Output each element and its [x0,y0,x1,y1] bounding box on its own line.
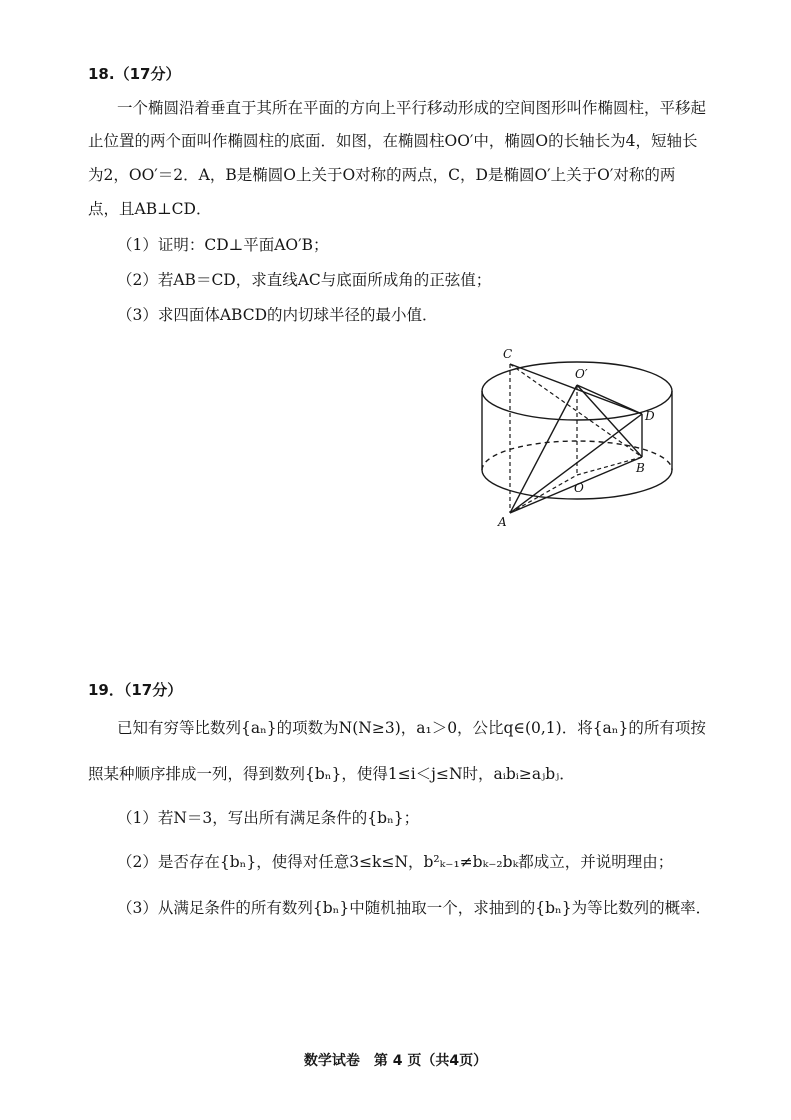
problem-18-part-2: （2）若AB＝CD，求直线AC与底面所成角的正弦值； [117,271,492,289]
problem-18-part-1: （1）证明：CD⊥平面AO′B； [117,236,329,254]
edge-AD [510,414,642,513]
problem-18-part-3: （3）求四面体ABCD的内切球半径的最小值． [117,306,438,324]
problem-18-body-line-4: 点，且AB⊥CD． [88,200,212,218]
dashed-OB [577,457,642,475]
problem-19-body-line-2: 照某种顺序排成一列，得到数列{bₙ}，使得1≤i＜j≤N时，aᵢbᵢ≥aⱼbⱼ． [88,765,575,783]
label-B: B [636,461,645,475]
problem-19-header: 19．（17分） [88,681,183,699]
label-O: O [574,481,584,495]
label-D: D [645,409,655,423]
problem-19-part-3: （3）从满足条件的所有数列{bₙ}中随机抽取一个，求抽到的{bₙ}为等比数列的概率． [117,899,712,917]
problem-19-part-2: （2）是否存在{bₙ}，使得对任意3≤k≤N，b²ₖ₋₁≠bₖ₋₂bₖ都成立，并说明理由； [117,853,674,871]
problem-18-body-line-3: 为2，OO′＝2．A，B是椭圆O上关于O对称的两点，C，D是椭圆O′上关于O′对称的两 [88,166,676,184]
problem-19-body-line-1: 已知有穷等比数列{aₙ}的项数为N(N≥3)，a₁＞0，公比q∈(0,1)．将{aₙ}的所有项按 [117,719,706,737]
problem-18-body-line-1: 一个椭圆沿着垂直于其所在平面的方向上平行移动形成的空间图形叫作椭圆柱，平移起 [117,99,707,117]
edge-OprimeD [577,385,642,414]
elliptic-cylinder-diagram [470,340,690,530]
problem-18-body-line-2: 止位置的两个面叫作椭圆柱的底面．如图，在椭圆柱OO′中，椭圆O的长轴长为4，短轴长 [88,132,698,150]
problem-19-part-1: （1）若N＝3，写出所有满足条件的{bₙ}； [117,809,420,827]
elliptic-cylinder-figure [470,340,690,530]
page-footer: 数学试卷 第 4 页（共4页） [303,1053,488,1069]
label-A: A [498,515,507,529]
problem-18-header: 18.（17分） [88,65,181,83]
label-C: C [503,347,513,361]
label-O-prime: O′ [575,367,588,381]
